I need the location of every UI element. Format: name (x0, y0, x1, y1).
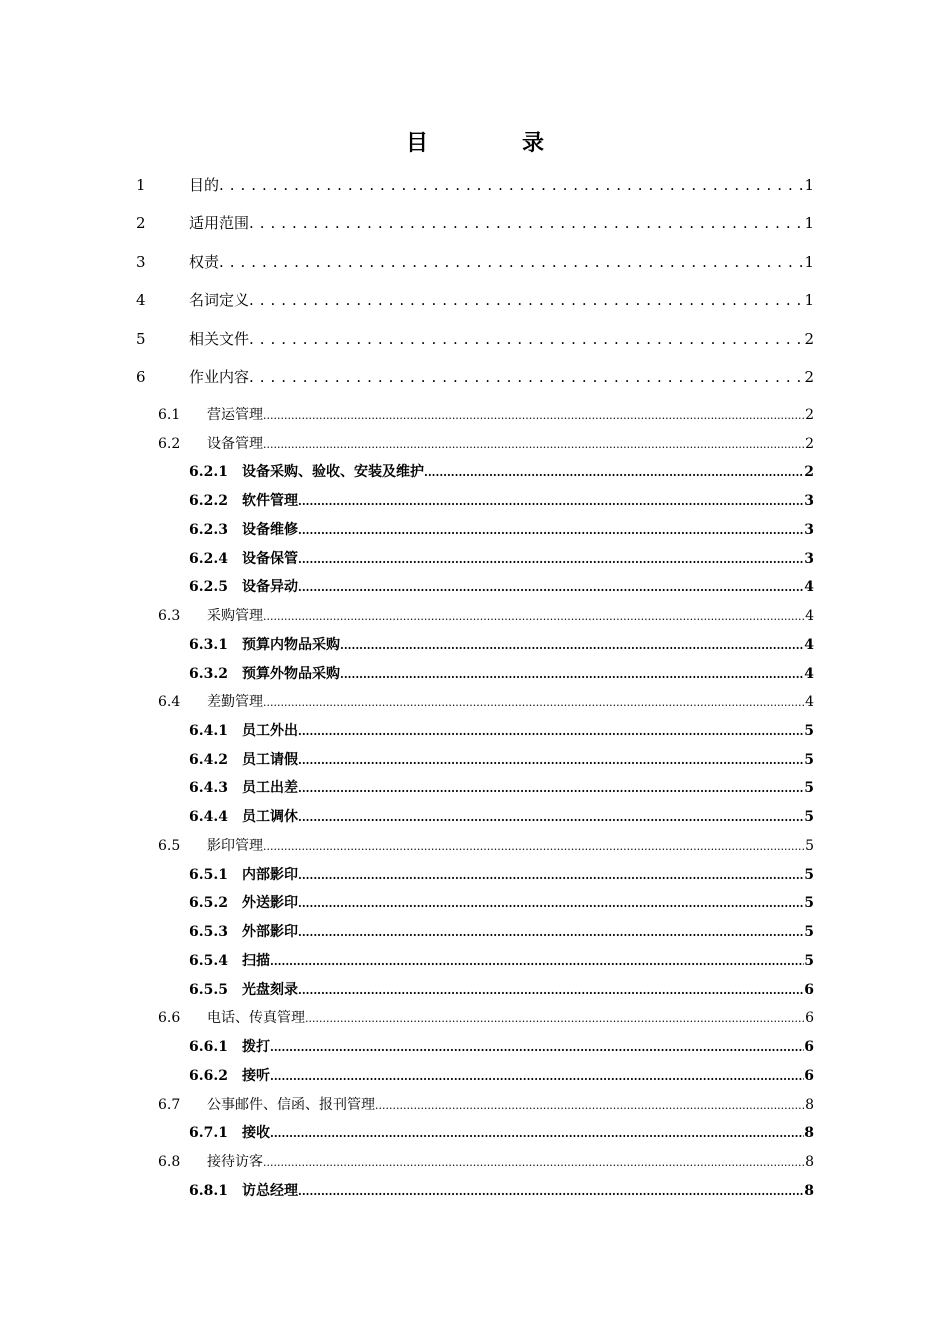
toc-entry[interactable] (136, 366, 814, 387)
toc-entry-page-number: 5 (804, 952, 814, 969)
toc-entry-page-number: 5 (804, 924, 814, 941)
toc-dot-leader (263, 436, 805, 452)
toc-entry-page-number: 3 (804, 521, 814, 538)
toc-entry-page-number: 2 (804, 464, 814, 481)
toc-dot-leader (298, 493, 804, 509)
toc-entry[interactable] (189, 634, 814, 654)
toc-entry-title: 接听 (242, 1067, 270, 1084)
toc-entry-title: 权责 (189, 252, 220, 271)
toc-entry-title: 扫描 (242, 952, 270, 969)
toc-entry-title: 接收 (242, 1125, 270, 1142)
toc-entry[interactable] (189, 806, 814, 826)
toc-dot-leader (298, 867, 804, 883)
toc-entry[interactable] (189, 720, 814, 740)
toc-entry[interactable] (189, 979, 814, 999)
toc-dot-leader (298, 924, 804, 940)
toc-dot-leader (270, 1068, 804, 1084)
toc-dot-leader (298, 579, 804, 595)
toc-entry-title: 员工外出 (242, 723, 298, 740)
toc-entry-page-number: 5 (804, 723, 814, 740)
toc-entry[interactable] (158, 404, 814, 424)
toc-entry-page-number: 2 (805, 407, 814, 423)
toc-entry-number: 6 (136, 368, 146, 386)
toc-entry[interactable] (136, 174, 814, 195)
toc-entry[interactable] (189, 777, 814, 797)
toc-entry-number: 6.8.1 (189, 1182, 228, 1199)
toc-entry-page-number: 5 (804, 866, 814, 883)
toc-entry[interactable] (136, 289, 814, 310)
toc-dot-leader (270, 1125, 804, 1141)
toc-entry[interactable] (158, 605, 814, 625)
toc-entry-number: 6.3.1 (189, 636, 228, 653)
toc-entry[interactable] (189, 749, 814, 769)
toc-entry-page-number: 5 (805, 837, 814, 854)
toc-entry[interactable] (158, 433, 814, 453)
toc-entry-number: 6.5 (158, 837, 181, 854)
toc-entry-title: 外送影印 (242, 895, 298, 912)
toc-entry-page-number: 8 (805, 1153, 814, 1170)
toc-dot-leader (249, 330, 804, 348)
toc-entry-page-number: 4 (804, 665, 814, 682)
toc-entry-page-number: 2 (804, 329, 814, 348)
toc-dot-leader (249, 291, 804, 309)
toc-entry-title: 电话、传真管理 (207, 1010, 305, 1027)
toc-dot-leader (298, 522, 804, 538)
toc-entry-title: 员工出差 (242, 780, 298, 797)
toc-entry[interactable] (189, 1036, 814, 1056)
toc-entry-title: 公事邮件、信函、报刊管理 (207, 1096, 375, 1113)
toc-entry-number: 6.2.5 (189, 579, 228, 596)
toc-entry-number: 6.1 (158, 407, 181, 423)
toc-entry-number: 1 (136, 176, 146, 194)
toc-entry-title: 差勤管理 (207, 694, 263, 711)
toc-entry-page-number: 8 (804, 1125, 814, 1142)
toc-dot-leader (298, 809, 804, 825)
toc-entry[interactable] (189, 1122, 814, 1142)
toc-entry-title: 软件管理 (242, 493, 298, 510)
toc-entry[interactable] (136, 328, 814, 349)
toc-dot-leader (263, 608, 805, 624)
toc-dot-leader (298, 551, 804, 567)
page-title: 目 录 (405, 130, 580, 156)
toc-entry-number: 6.4.2 (189, 751, 228, 768)
toc-entry-title: 适用范围 (189, 214, 250, 233)
toc-entry-title: 营运管理 (207, 407, 263, 423)
toc-entry-page-number: 2 (805, 435, 814, 452)
toc-entry-number: 6.5.3 (189, 924, 228, 941)
toc-entry[interactable] (189, 921, 814, 941)
toc-entry[interactable] (189, 892, 814, 912)
toc-dot-leader (270, 1039, 804, 1055)
toc-entry-title: 影印管理 (207, 837, 263, 854)
toc-entry[interactable] (189, 576, 814, 596)
toc-entry-title: 设备管理 (207, 435, 263, 452)
toc-entry[interactable] (136, 251, 814, 272)
toc-entry-page-number: 1 (804, 176, 814, 194)
toc-dot-leader (298, 895, 804, 911)
toc-entry[interactable] (158, 835, 814, 855)
toc-entry-title: 目的 (189, 176, 220, 194)
toc-entry-page-number: 1 (804, 252, 814, 271)
toc-entry-number: 6.7 (158, 1096, 181, 1113)
toc-entry-number: 6.3.2 (189, 665, 228, 682)
toc-dot-leader (249, 368, 804, 386)
toc-entry-title: 员工请假 (242, 751, 298, 768)
toc-entry[interactable] (189, 490, 814, 510)
toc-entry[interactable] (189, 519, 814, 539)
toc-entry-title: 外部影印 (242, 924, 298, 941)
toc-entry-page-number: 5 (804, 809, 814, 826)
toc-entry-page-number: 1 (804, 214, 814, 233)
toc-entry[interactable] (189, 663, 814, 683)
toc-entry-number: 6.4 (158, 694, 181, 711)
toc-entry-number: 6.6.1 (189, 1039, 228, 1056)
toc-dot-leader (298, 1183, 804, 1199)
toc-entry-page-number: 4 (805, 694, 814, 711)
toc-entry-page-number: 3 (804, 550, 814, 567)
toc-dot-leader (263, 1154, 805, 1170)
toc-entry-number: 6.7.1 (189, 1125, 228, 1142)
toc-entry-number: 6.6.2 (189, 1067, 228, 1084)
toc-entry-title: 名词定义 (189, 291, 250, 310)
toc-entry-title: 设备采购、验收、安装及维护 (242, 464, 424, 481)
toc-entry-title: 内部影印 (242, 866, 298, 883)
toc-entry-number: 6.4.1 (189, 723, 228, 740)
toc-entry-page-number: 5 (804, 751, 814, 768)
toc-entry-number: 6.5.5 (189, 981, 228, 998)
toc-entry-title: 设备异动 (242, 579, 298, 596)
toc-entry[interactable] (189, 1065, 814, 1085)
toc-entry-number: 4 (136, 291, 146, 310)
toc-entry-title: 设备维修 (242, 521, 298, 538)
toc-entry[interactable] (158, 1007, 814, 1027)
toc-entry-page-number: 6 (804, 1067, 814, 1084)
toc-entry-number: 6.2.3 (189, 521, 228, 538)
toc-dot-leader (219, 253, 804, 271)
toc-entry[interactable] (189, 461, 814, 481)
toc-entry[interactable] (158, 1094, 814, 1114)
toc-entry-number: 6.2.2 (189, 493, 228, 510)
toc-entry-number: 6.8 (158, 1153, 181, 1170)
toc-dot-leader (249, 214, 804, 232)
toc-entry-number: 6.4.3 (189, 780, 228, 797)
toc-entry-title: 拨打 (242, 1039, 270, 1056)
toc-entry-number: 6.2.4 (189, 550, 228, 567)
toc-entry-number: 6.4.4 (189, 809, 228, 826)
toc-entry[interactable] (189, 864, 814, 884)
toc-entry-title: 光盘刻录 (242, 981, 298, 998)
toc-dot-leader (298, 780, 804, 796)
toc-entry-title: 员工调休 (242, 809, 298, 826)
toc-entry-page-number: 8 (805, 1096, 814, 1113)
toc-dot-leader (305, 1010, 805, 1026)
toc-entry-page-number: 5 (804, 895, 814, 912)
toc-entry-page-number: 4 (805, 608, 814, 625)
toc-entry-number: 6.3 (158, 608, 181, 625)
toc-entry-title: 接待访客 (207, 1153, 263, 1170)
toc-entry-page-number: 6 (804, 981, 814, 998)
toc-entry-number: 6.2.1 (189, 464, 228, 481)
toc-entry-title: 预算内物品采购 (242, 636, 340, 653)
toc-entry[interactable] (189, 548, 814, 568)
toc-entry-page-number: 5 (804, 780, 814, 797)
toc-entry[interactable] (189, 1180, 814, 1200)
toc-dot-leader (263, 407, 805, 423)
toc-entry-page-number: 2 (804, 368, 814, 386)
toc-entry[interactable] (189, 950, 814, 970)
toc-entry-page-number: 4 (804, 636, 814, 653)
toc-entry-page-number: 4 (804, 579, 814, 596)
toc-entry-page-number: 1 (804, 291, 814, 310)
toc-entry-number: 5 (136, 329, 146, 348)
toc-entry-number: 3 (136, 252, 146, 271)
toc-entry-number: 6.5.2 (189, 895, 228, 912)
toc-dot-leader (340, 637, 804, 653)
toc-entry-number: 6.5.1 (189, 866, 228, 883)
toc-entry-title: 访总经理 (242, 1182, 298, 1199)
toc-dot-leader (340, 666, 804, 682)
toc-dot-leader (263, 694, 805, 710)
toc-dot-leader (298, 752, 804, 768)
toc-dot-leader (424, 464, 804, 480)
toc-entry-title: 作业内容 (189, 368, 250, 386)
toc-entry-title: 相关文件 (189, 329, 250, 348)
toc-entry-page-number: 3 (804, 493, 814, 510)
toc-dot-leader (263, 838, 805, 854)
toc-entry-page-number: 6 (805, 1010, 814, 1027)
toc-dot-leader (270, 953, 804, 969)
toc-entry-number: 6.2 (158, 435, 181, 452)
toc-entry-title: 预算外物品采购 (242, 665, 340, 682)
toc-dot-leader (298, 982, 804, 998)
toc-entry-page-number: 8 (804, 1182, 814, 1199)
toc-entry[interactable] (158, 1151, 814, 1171)
toc-entry-title: 设备保管 (242, 550, 298, 567)
toc-entry-title: 采购管理 (207, 608, 263, 625)
toc-dot-leader (375, 1097, 805, 1113)
toc-dot-leader (219, 176, 804, 194)
toc-entry-number: 6.6 (158, 1010, 181, 1027)
toc-entry[interactable] (136, 212, 814, 233)
toc-entry[interactable] (158, 691, 814, 711)
toc-dot-leader (298, 723, 804, 739)
toc-entry-number: 6.5.4 (189, 952, 228, 969)
toc-entry-number: 2 (136, 214, 146, 233)
toc-entry-page-number: 6 (804, 1039, 814, 1056)
